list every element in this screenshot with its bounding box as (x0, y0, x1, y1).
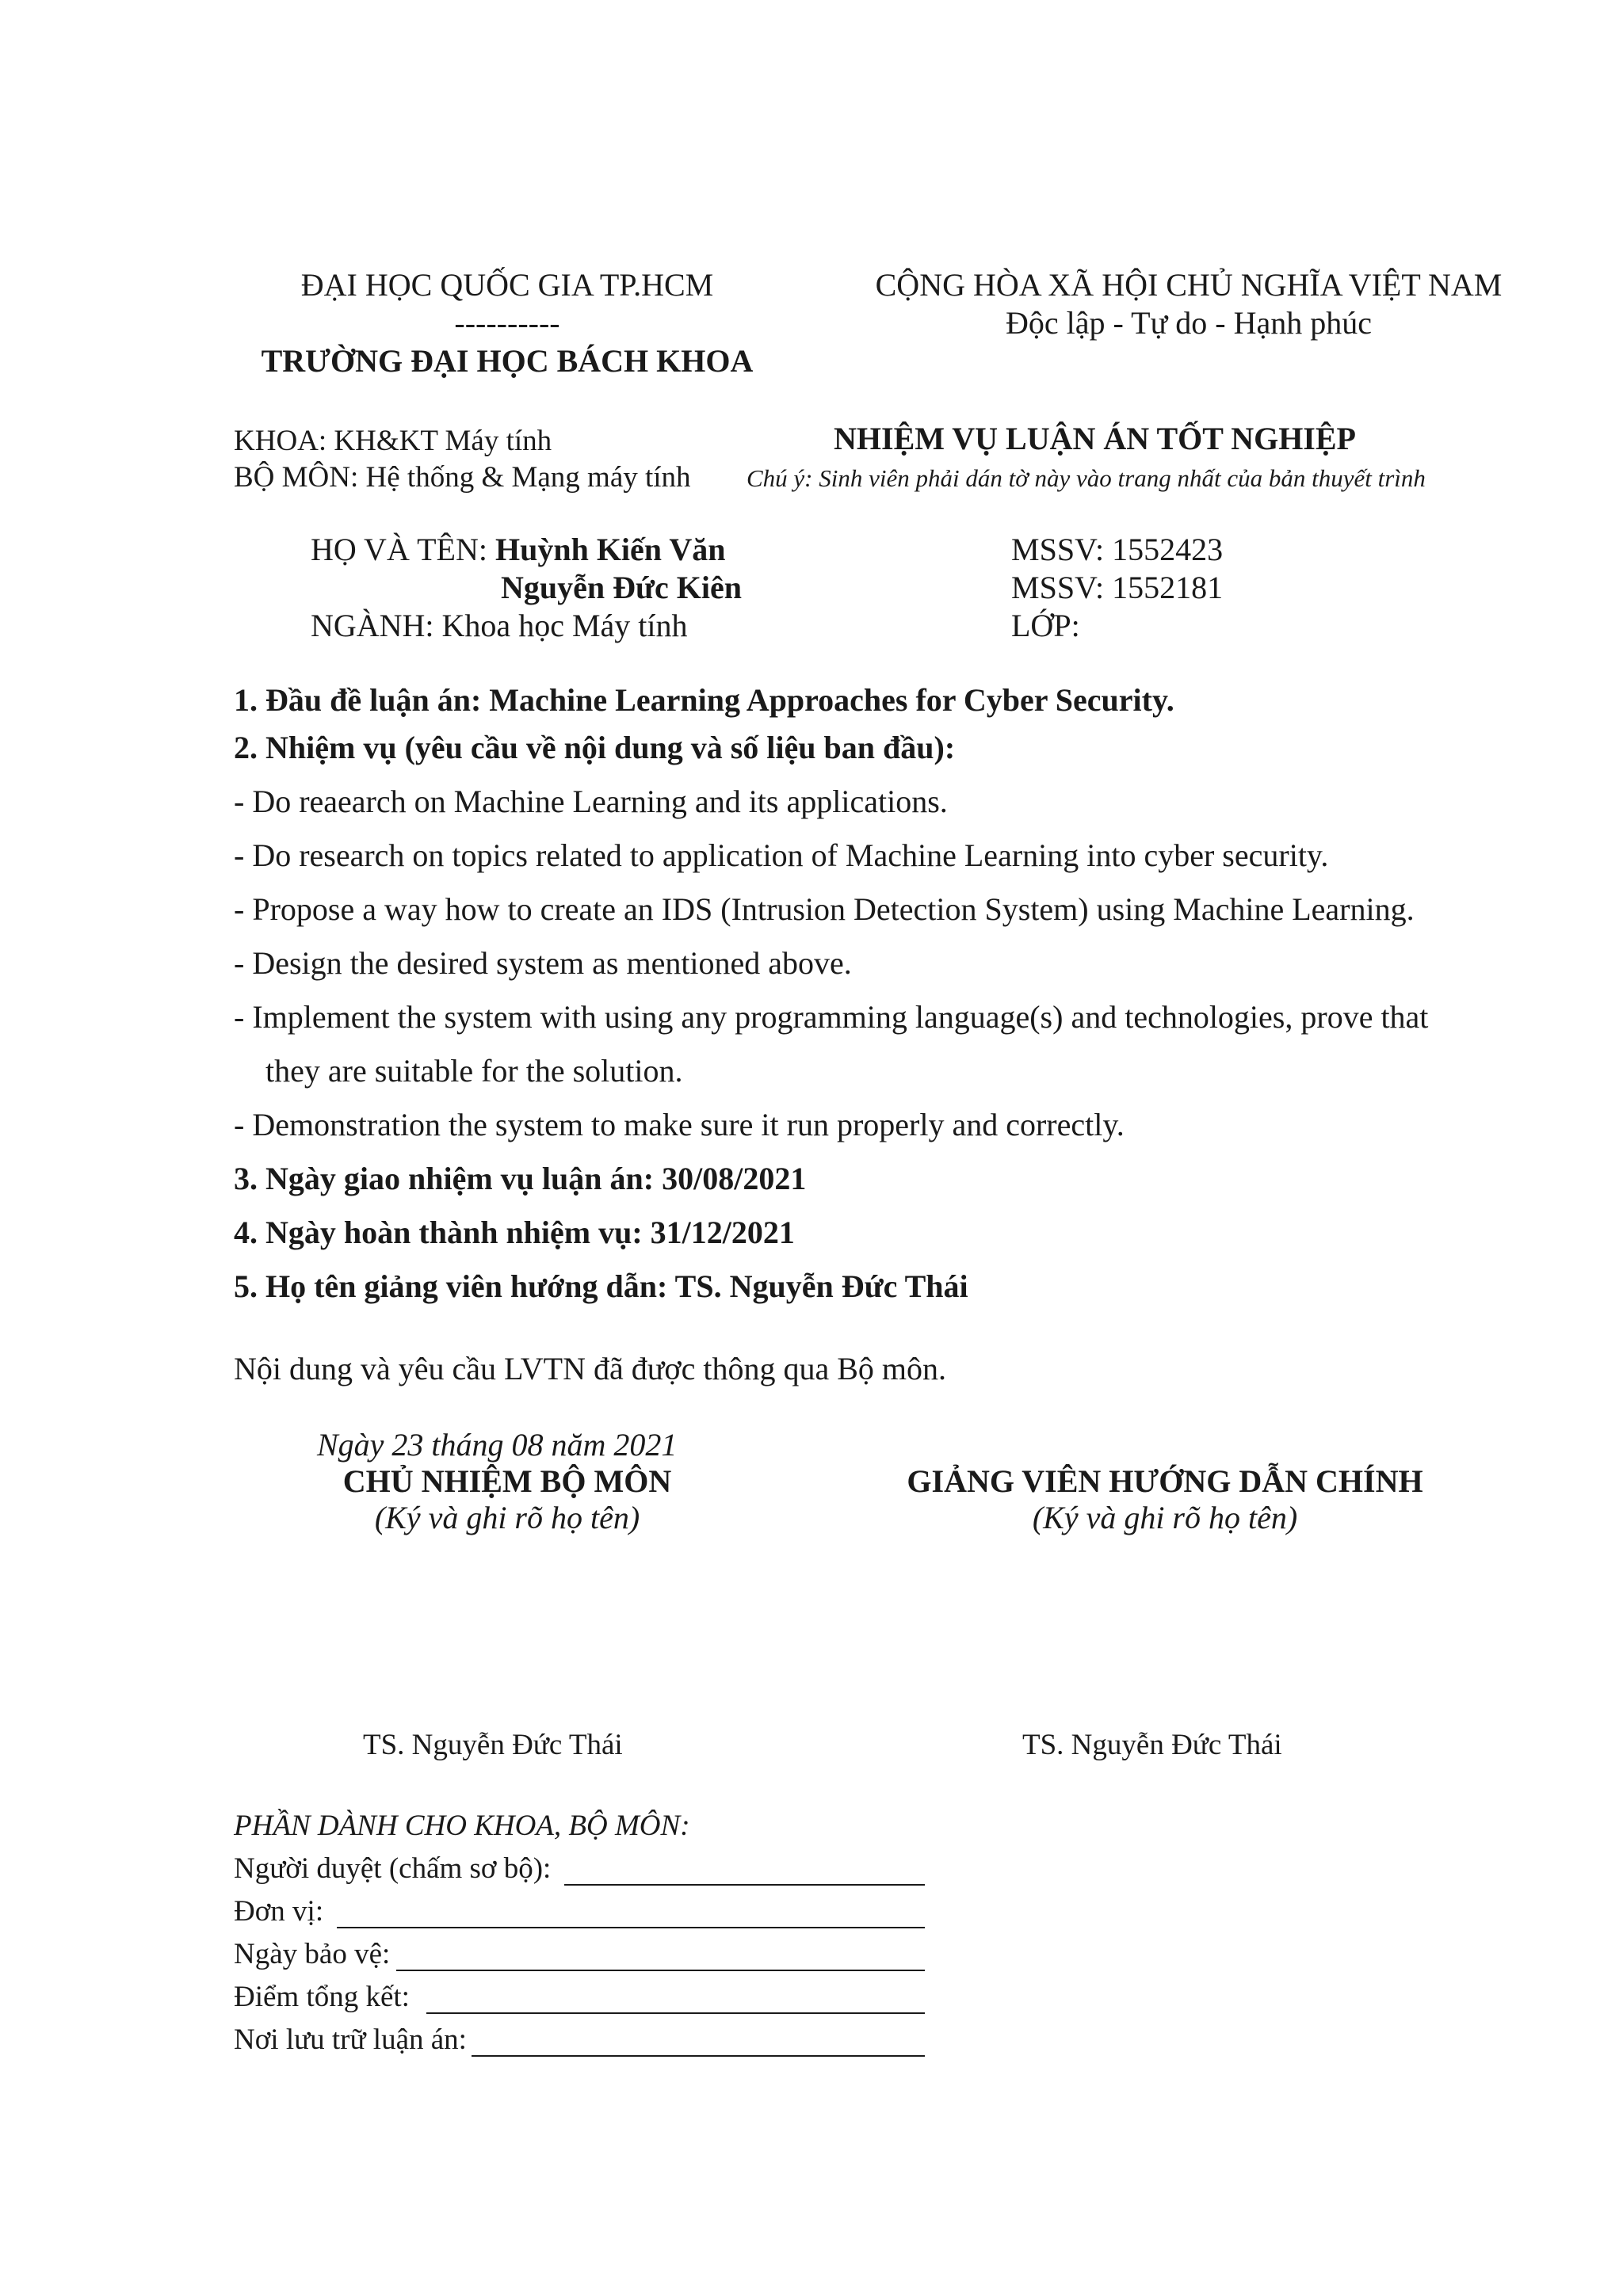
department-head-title: CHỦ NHIỆM BỘ MÔN (342, 1463, 672, 1499)
reviewer-label: Người duyệt (chấm sơ bộ): (234, 1852, 552, 1885)
advisor-signature-name: TS. Nguyễn Đức Thái (1022, 1729, 1282, 1761)
student-name-row-1 (311, 531, 725, 569)
header-separator: ---------- (454, 305, 560, 341)
advisor-sign-note: (Ký và ghi rõ họ tên) (1032, 1500, 1298, 1535)
storage-location-field[interactable] (472, 2055, 925, 2057)
reviewer-field[interactable] (564, 1884, 925, 1886)
attachment-note: Chú ý: Sinh viên phải dán tờ này vào trang nhất của bản thuyết trình (747, 464, 1426, 492)
unit-field[interactable] (337, 1927, 925, 1928)
student-1-id: MSSV: 1552423 (1011, 532, 1224, 567)
thesis-topic: 1. Đầu đề luận án: Machine Learning Approaches for Cyber Security. (234, 682, 1174, 718)
final-score-field[interactable] (426, 2012, 925, 2014)
task-item: - Propose a way how to create an IDS (Intrusion Detection System) using Machine Learning. (234, 891, 1415, 927)
storage-location-label: Nơi lưu trữ luận án: (234, 2023, 467, 2056)
task-item: - Do research on topics related to application of Machine Learning into cyber security. (234, 837, 1329, 873)
university-name: ĐẠI HỌC QUỐC GIA TP.HCM (300, 267, 714, 303)
advisor-title: GIẢNG VIÊN HƯỚNG DẪN CHÍNH (907, 1463, 1423, 1499)
task-item: - Demonstration the system to make sure it run properly and correctly. (234, 1107, 1125, 1142)
unit-label: Đơn vị: (234, 1895, 324, 1928)
assign-date: 3. Ngày giao nhiệm vụ luận án: 30/08/2021 (234, 1161, 807, 1196)
advisor-name: 5. Họ tên giảng viên hướng dẫn: TS. Nguyễn Đức Thái (234, 1268, 968, 1304)
final-score-label: Điểm tổng kết: (234, 1981, 410, 2013)
class-label: LỚP: (1011, 608, 1080, 643)
finish-date: 4. Ngày hoàn thành nhiệm vụ: 31/12/2021 (234, 1215, 795, 1250)
signature-date: Ngày 23 tháng 08 năm 2021 (317, 1427, 678, 1463)
school-name: TRƯỜNG ĐẠI HỌC BÁCH KHOA (261, 343, 754, 379)
department-head-sign-note: (Ký và ghi rõ họ tên) (374, 1500, 640, 1535)
task-item: - Implement the system with using any programming language(s) and technologies, prove that (234, 999, 1429, 1035)
student-1-name: Huỳnh Kiến Văn (495, 532, 726, 567)
faculty-section-heading: PHẦN DÀNH CHO KHOA, BỘ MÔN: (234, 1810, 690, 1842)
student-2-name: Nguyễn Đức Kiên (501, 570, 743, 605)
national-motto: Độc lập - Tự do - Hạnh phúc (1006, 305, 1372, 341)
faculty: KHOA: KH&KT Máy tính (234, 425, 552, 457)
name-label: HỌ VÀ TÊN: (311, 532, 495, 567)
task-item: - Do reaearch on Machine Learning and its applications. (234, 784, 948, 819)
task-item: - Design the desired system as mentioned above. (234, 945, 852, 981)
tasks-heading: 2. Nhiệm vụ (yêu cầu về nội dung và số liệu ban đầu): (234, 730, 956, 765)
republic-name: CỘNG HÒA XÃ HỘI CHỦ NGHĨA VIỆT NAM (875, 267, 1503, 303)
approval-statement: Nội dung và yêu cầu LVTN đã được thông qua Bộ môn. (234, 1351, 946, 1386)
defense-date-label: Ngày bảo vệ: (234, 1938, 391, 1970)
major: NGÀNH: Khoa học Máy tính (311, 608, 688, 643)
defense-date-field[interactable] (396, 1970, 925, 1971)
task-item-continuation: they are suitable for the solution. (265, 1053, 683, 1089)
department-head-name: TS. Nguyễn Đức Thái (363, 1729, 623, 1761)
student-2-id: MSSV: 1552181 (1011, 570, 1224, 605)
division: BỘ MÔN: Hệ thống & Mạng máy tính (234, 461, 691, 494)
document-title: NHIỆM VỤ LUẬN ÁN TỐT NGHIỆP (834, 421, 1356, 456)
